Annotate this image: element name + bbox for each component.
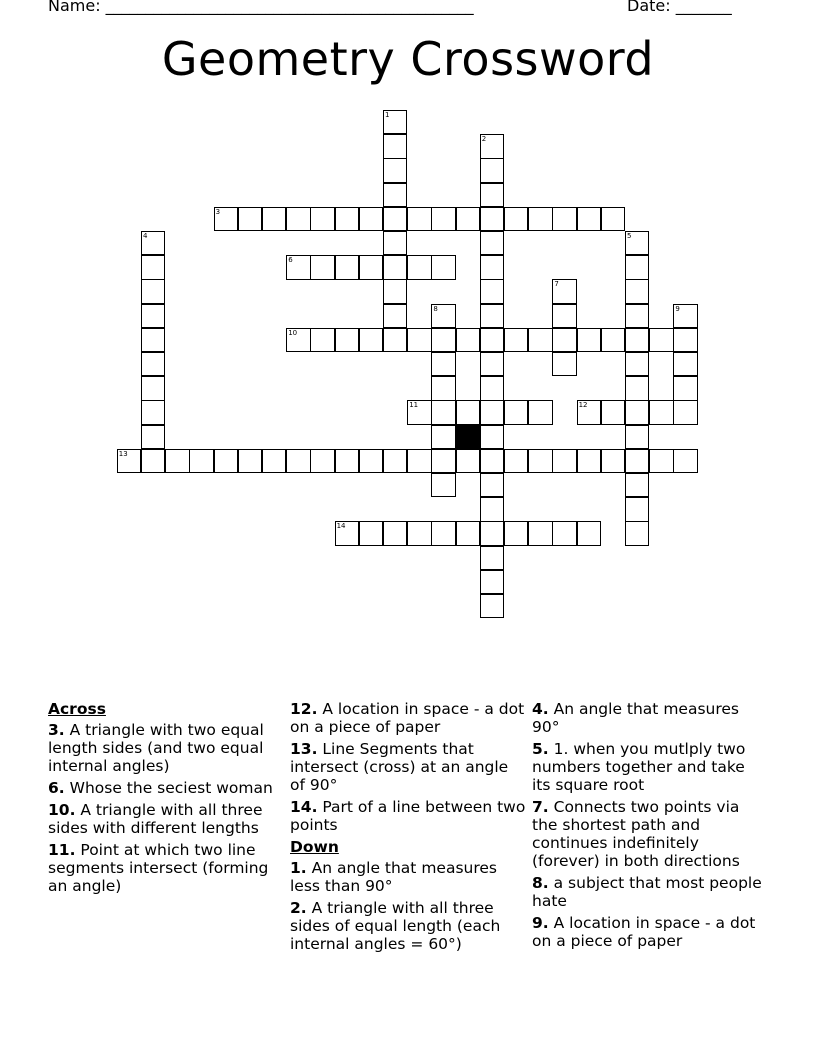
crossword-cell[interactable] [141, 328, 165, 352]
clue-down-2: 2. A triangle with all three sides of equal length (each internal angles = 60°) [290, 899, 501, 953]
crossword-cell[interactable] [310, 207, 334, 231]
crossword-cell[interactable] [504, 328, 528, 352]
crossword-cell[interactable] [480, 255, 504, 279]
crossword-cell[interactable] [649, 328, 673, 352]
crossword-cell[interactable] [407, 328, 431, 352]
crossword-cell[interactable] [141, 425, 165, 449]
crossword-cell[interactable] [238, 207, 262, 231]
crossword-cell[interactable] [431, 255, 455, 279]
clue-down-4: 4. An angle that measures 90° [532, 700, 739, 736]
crossword-cell[interactable] [625, 231, 649, 255]
crossword-cell[interactable] [383, 158, 407, 182]
crossword-cell[interactable] [504, 521, 528, 545]
crossword-cell[interactable] [383, 279, 407, 303]
crossword-cell[interactable] [310, 449, 334, 473]
crossword-cell[interactable] [117, 449, 141, 473]
crossword-cell[interactable] [310, 328, 334, 352]
crossword-cell[interactable] [552, 328, 576, 352]
crossword-cell[interactable] [504, 207, 528, 231]
down-heading: Down [290, 838, 339, 856]
crossword-cell[interactable] [673, 376, 697, 400]
crossword-cell[interactable] [649, 400, 673, 424]
crossword-cell[interactable] [383, 231, 407, 255]
crossword-cell[interactable] [480, 497, 504, 521]
crossword-cell[interactable] [359, 521, 383, 545]
black-square [456, 425, 480, 449]
crossword-cell[interactable] [552, 207, 576, 231]
crossword-cell[interactable] [480, 207, 504, 231]
clue-down-7: 7. Connects two points via the shortest path and continues indefinitely (forever) in both directions [532, 798, 740, 870]
crossword-cell[interactable] [431, 400, 455, 424]
crossword-cell[interactable] [625, 449, 649, 473]
clue-number: 13 [118, 449, 128, 458]
crossword-cell[interactable] [286, 207, 310, 231]
across-heading: Across [48, 700, 106, 718]
clue-number: 14 [336, 522, 346, 531]
crossword-cell[interactable] [383, 110, 407, 134]
crossword-cell[interactable] [383, 207, 407, 231]
crossword-cell[interactable] [335, 255, 359, 279]
clue-number: 3 [215, 207, 221, 216]
crossword-cell[interactable] [407, 400, 431, 424]
crossword-cell[interactable] [504, 400, 528, 424]
crossword-cell[interactable] [528, 521, 552, 545]
crossword-cell[interactable] [262, 449, 286, 473]
crossword-cell[interactable] [528, 400, 552, 424]
crossword-cell[interactable] [480, 521, 504, 545]
crossword-cell[interactable] [625, 255, 649, 279]
crossword-cell[interactable] [407, 207, 431, 231]
crossword-cell[interactable] [625, 497, 649, 521]
clue-across-14: 14. Part of a line between two points [290, 798, 526, 834]
crossword-cell[interactable] [431, 328, 455, 352]
crossword-cell[interactable] [504, 449, 528, 473]
page-title: Geometry Crossword [161, 32, 655, 86]
clue-number: 12 [578, 401, 588, 410]
crossword-cell[interactable] [601, 328, 625, 352]
clue-down-5: 5. 1. when you mutlply two numbers together and take its square root [532, 740, 746, 794]
crossword-cell[interactable] [625, 376, 649, 400]
crossword-cell[interactable] [431, 425, 455, 449]
crossword-cell[interactable] [480, 352, 504, 376]
crossword-cell[interactable] [552, 304, 576, 328]
crossword-cell[interactable] [141, 304, 165, 328]
crossword-cell[interactable] [625, 328, 649, 352]
clue-across-10: 10. A triangle with all three sides with different lengths [48, 801, 263, 837]
crossword-cell[interactable] [383, 328, 407, 352]
crossword-cell[interactable] [431, 521, 455, 545]
crossword-cell[interactable] [383, 449, 407, 473]
crossword-cell[interactable] [431, 207, 455, 231]
clues-column-2 [290, 700, 526, 957]
crossword-cell[interactable] [625, 473, 649, 497]
date-field-label: Date: _______ [627, 0, 732, 15]
clue-down-8: 8. a subject that most people hate [532, 874, 762, 910]
crossword-cell[interactable] [286, 255, 310, 279]
crossword-cell[interactable] [601, 400, 625, 424]
clue-number: 7 [554, 280, 559, 289]
crossword-cell[interactable] [649, 449, 673, 473]
crossword-cell[interactable] [383, 255, 407, 279]
crossword-cell[interactable] [577, 521, 601, 545]
crossword-cell[interactable] [407, 521, 431, 545]
crossword-cell[interactable] [359, 449, 383, 473]
crossword-cell[interactable] [577, 449, 601, 473]
crossword-cell[interactable] [480, 425, 504, 449]
clue-number: 11 [409, 401, 419, 410]
crossword-cell[interactable] [480, 594, 504, 618]
crossword-cell[interactable] [480, 328, 504, 352]
crossword-cell[interactable] [552, 352, 576, 376]
crossword-cell[interactable] [456, 328, 480, 352]
crossword-cell[interactable] [431, 449, 455, 473]
crossword-cell[interactable] [625, 425, 649, 449]
crossword-cell[interactable] [359, 328, 383, 352]
clue-across-13: 13. Line Segments that intersect (cross) at an angle of 90° [290, 740, 509, 794]
crossword-cell[interactable] [383, 521, 407, 545]
crossword-cell[interactable] [673, 328, 697, 352]
crossword-cell[interactable] [528, 207, 552, 231]
clues-column-3 [532, 700, 768, 954]
crossword-cell[interactable] [141, 400, 165, 424]
crossword-cell[interactable] [141, 376, 165, 400]
clues-column-1 [48, 700, 284, 899]
crossword-cell[interactable] [141, 231, 165, 255]
crossword-cell[interactable] [528, 328, 552, 352]
crossword-cell[interactable] [431, 473, 455, 497]
crossword-cell[interactable] [359, 207, 383, 231]
crossword-cell[interactable] [480, 183, 504, 207]
crossword-cell[interactable] [673, 400, 697, 424]
crossword-cell[interactable] [407, 449, 431, 473]
clue-number: 2 [481, 135, 487, 144]
clue-across-11: 11. Point at which two line segments intersect (forming an angle) [48, 841, 269, 895]
crossword-cell[interactable] [601, 449, 625, 473]
crossword-cell[interactable] [673, 304, 697, 328]
crossword-cell[interactable] [335, 328, 359, 352]
crossword-cell[interactable] [456, 521, 480, 545]
crossword-cell[interactable] [238, 449, 262, 473]
clue-number: 10 [288, 328, 298, 337]
clue-across-6: 6. Whose the seciest woman [48, 779, 273, 797]
crossword-cell[interactable] [480, 570, 504, 594]
crossword-cell[interactable] [601, 207, 625, 231]
crossword-cell[interactable] [383, 134, 407, 158]
crossword-cell[interactable] [310, 255, 334, 279]
crossword-cell[interactable] [189, 449, 213, 473]
clue-number: 5 [627, 232, 632, 240]
crossword-cell[interactable] [431, 352, 455, 376]
crossword-cell[interactable] [335, 521, 359, 545]
clue-number: 6 [288, 256, 293, 265]
crossword-cell[interactable] [480, 304, 504, 328]
crossword-cell[interactable] [456, 207, 480, 231]
clue-across-12: 12. A location in space - a dot on a piece of paper [290, 700, 525, 736]
crossword-cell[interactable] [480, 376, 504, 400]
crossword-cell[interactable] [480, 231, 504, 255]
crossword-cell[interactable] [625, 352, 649, 376]
crossword-cell[interactable] [577, 207, 601, 231]
crossword-cell[interactable] [625, 400, 649, 424]
crossword-cell[interactable] [286, 328, 310, 352]
crossword-cell[interactable] [480, 158, 504, 182]
crossword-cell[interactable] [673, 352, 697, 376]
crossword-cell[interactable] [359, 255, 383, 279]
crossword-cell[interactable] [141, 279, 165, 303]
crossword-cell[interactable] [625, 304, 649, 328]
crossword-cell[interactable] [456, 449, 480, 473]
crossword-cell[interactable] [165, 449, 189, 473]
crossword-cell[interactable] [431, 376, 455, 400]
crossword-cell[interactable] [141, 352, 165, 376]
crossword-cell[interactable] [552, 449, 576, 473]
crossword-cell[interactable] [577, 328, 601, 352]
clue-across-3: 3. A triangle with two equal length sides (and two equal internal angles) [48, 721, 264, 775]
crossword-cell[interactable] [577, 400, 601, 424]
crossword-cell[interactable] [480, 473, 504, 497]
crossword-cell[interactable] [431, 304, 455, 328]
crossword-cell[interactable] [673, 449, 697, 473]
name-field-label: Name: ______________________________________________ [48, 0, 474, 15]
crossword-cell[interactable] [286, 449, 310, 473]
crossword-cell[interactable] [480, 279, 504, 303]
crossword-cell[interactable] [456, 400, 480, 424]
crossword-cell[interactable] [335, 449, 359, 473]
clue-number: 8 [433, 304, 438, 313]
crossword-cell[interactable] [141, 449, 165, 473]
clue-down-9: 9. A location in space - a dot on a piece of paper [532, 914, 756, 950]
clue-number: 9 [675, 304, 680, 313]
crossword-cell[interactable] [383, 183, 407, 207]
crossword-cell[interactable] [552, 521, 576, 545]
crossword-cell[interactable] [625, 521, 649, 545]
crossword-cell[interactable] [141, 255, 165, 279]
clue-number: 1 [385, 111, 390, 119]
crossword-cell[interactable] [480, 449, 504, 473]
crossword-cell[interactable] [214, 207, 238, 231]
crossword-cell[interactable] [480, 134, 504, 158]
crossword-cell[interactable] [625, 279, 649, 303]
crossword-cell[interactable] [214, 449, 238, 473]
clue-down-1: 1. An angle that measures less than 90° [290, 859, 497, 895]
crossword-cell[interactable] [383, 304, 407, 328]
crossword-cell[interactable] [480, 400, 504, 424]
crossword-cell[interactable] [335, 207, 359, 231]
crossword-cell[interactable] [528, 449, 552, 473]
crossword-cell[interactable] [407, 255, 431, 279]
crossword-cell[interactable] [262, 207, 286, 231]
clue-number: 4 [143, 232, 148, 240]
crossword-cell[interactable] [552, 279, 576, 303]
crossword-cell[interactable] [480, 546, 504, 570]
